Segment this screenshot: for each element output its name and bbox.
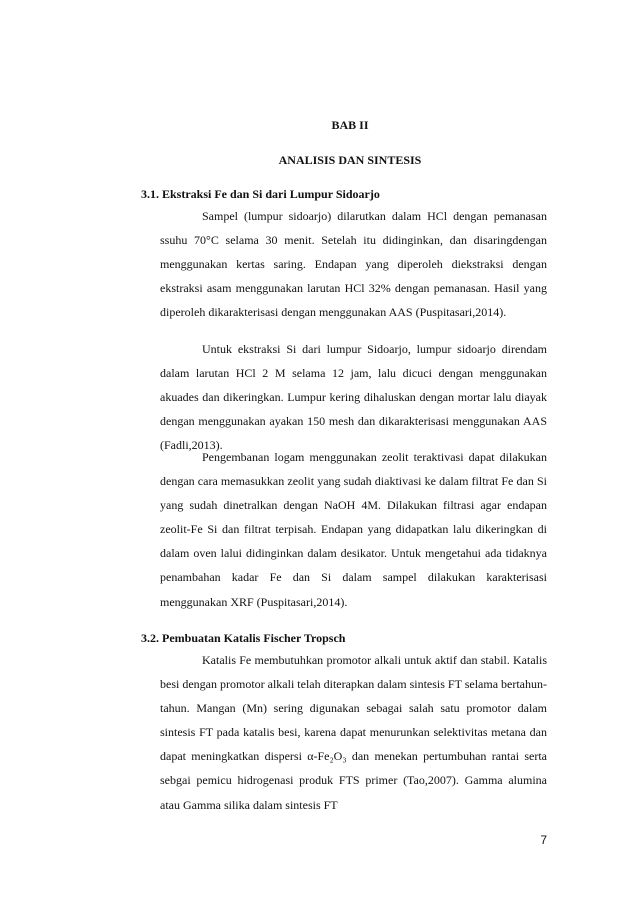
- paragraph: Sampel (lumpur sidoarjo) dilarutkan dalam HCl dengan pemanasan ssuhu 70°C selama 30 menit. Setelah itu didinginkan, dan disaringdengan menggunakan kertas saring. Endapan yang diperoleh diekstraksi dengan ekstraksi asam menggunakan larutan HCl 32% dengan pemanasan. Hasil yang diperoleh dikarakterisasi dengan menggunakan AAS (Puspitasari,2014).: [160, 209, 547, 320]
- section-heading-3-2: 3.2. Pembuatan Katalis Fischer Tropsch: [141, 631, 346, 645]
- chapter-label: BAB II: [331, 118, 369, 132]
- page-number: 7: [540, 833, 547, 847]
- paragraph: Untuk ekstraksi Si dari lumpur Sidoarjo, lumpur sidoarjo direndam dalam larutan HCl 2 M selama 12 jam, lalu dicuci dengan menggunakan akuades dan dikeringkan. Lumpur kering dihaluskan dengan mortar lalu diayak dengan menggunakan ayakan 150 mesh dan dikarakterisasi menggunakan AAS (Fadli,2013).: [160, 342, 547, 453]
- paragraph: Katalis Fe membutuhkan promotor alkali untuk aktif dan stabil. Katalis besi dengan promotor alkali telah diterapkan dalam sintesis FT selama bertahun-tahun. Mangan (Mn) sering digunakan sebagai salah satu promotor dalam sintesis FT pada katalis besi, karena dapat menurunkan selektivitas metana dan dapat meningkatkan dispersi α-Fe₂O₃ dan menekan pertumbuhan rantai serta sebgai pemicu hidrogenasi produk FTS primer (Tao,2007). Gamma alumina atau Gamma silika dalam sintesis FT: [160, 653, 547, 812]
- paragraph: Pengembanan logam menggunakan zeolit teraktivasi dapat dilakukan dengan cara memasukkan zeolit yang sudah diaktivasi ke dalam filtrat Fe dan Si yang sudah dinetralkan dengan NaOH 4M. Dilakukan filtrasi agar endapan zeolit-Fe Si dan filtrat terpisah. Endapan yang didapatkan lalu dikeringkan di dalam oven lalui didinginkan dalam desikator. Untuk mengetahui ada tidaknya penambahan kadar Fe dan Si dalam sampel dilakukan karakterisasi menggunakan XRF (Puspitasari,2014).: [160, 450, 547, 609]
- chapter-title: ANALISIS DAN SINTESIS: [278, 153, 422, 167]
- section-heading-3-1: 3.1. Ekstraksi Fe dan Si dari Lumpur Sidoarjo: [141, 187, 380, 201]
